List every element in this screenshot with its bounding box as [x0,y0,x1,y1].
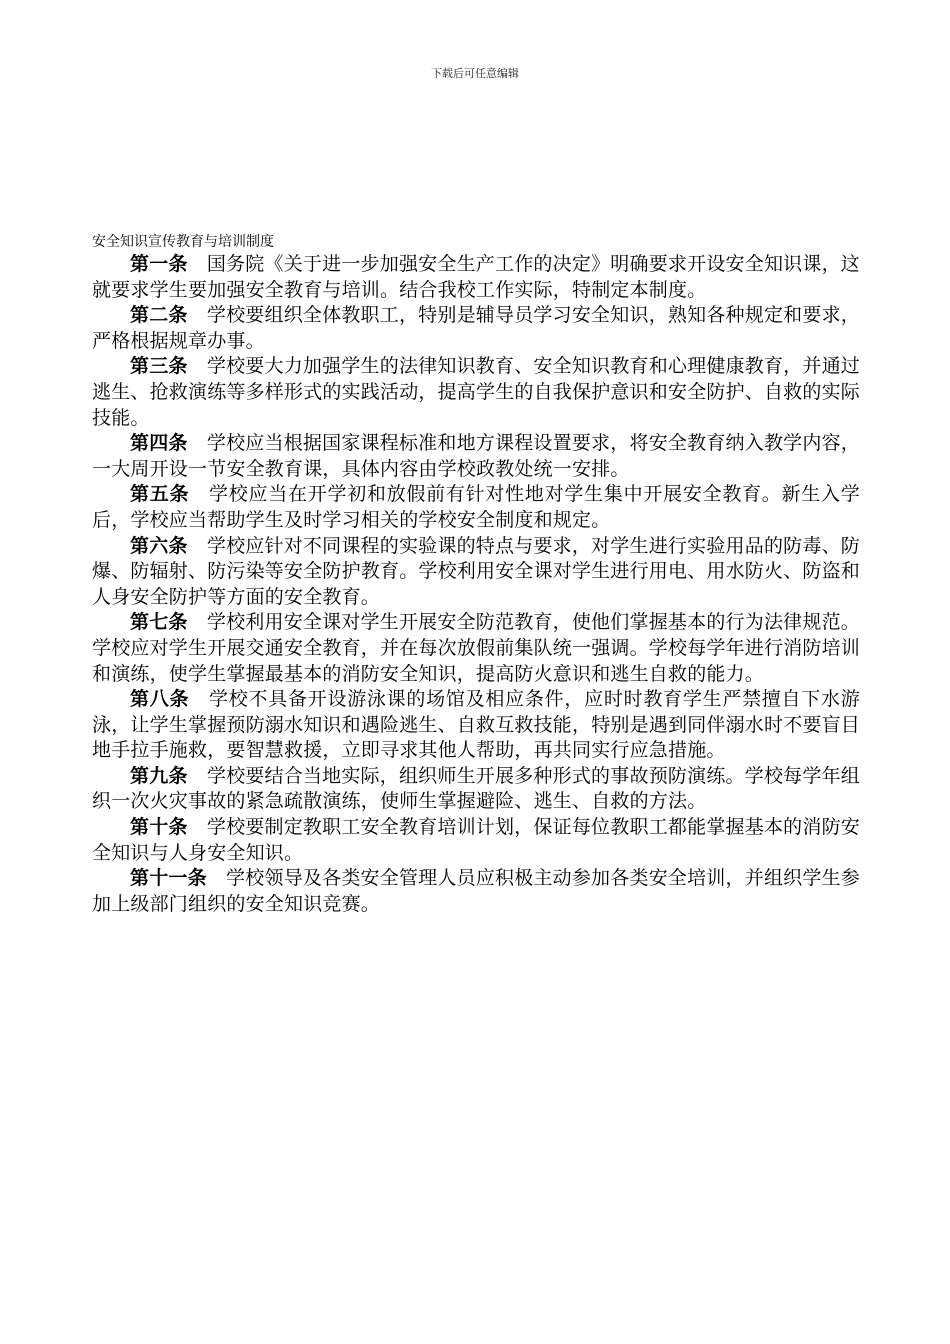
article-label: 第十一条 [130,867,207,890]
article-label: 第六条 [130,534,188,557]
article-label: 第七条 [130,611,188,634]
article-label: 第九条 [130,764,188,787]
article-label: 第一条 [130,253,188,275]
article-label: 第八条 [130,688,190,711]
document-body [92,252,860,917]
article-9 [92,764,860,815]
article-text: 学校要结合当地实际，组织师生开展多种形式的事故预防演练。学校每学年组织一次火灾事故的紧急疏散演练，使师生掌握避险、逃生、自救的方法。 [92,764,860,813]
article-7 [92,610,860,687]
article-3 [92,354,860,431]
article-text: 学校不具备开设游泳课的场馆及相应条件，应时时教育学生严禁擅自下水游泳，让学生掌握预防溺水知识和遇险逃生、自救互救技能，特别是遇到同伴溺水时不要盲目地手拉手施救，要智慧救援，立即寻求其他人帮助，再共同实行应急措施。 [92,688,861,762]
article-4 [92,431,860,482]
article-2 [92,303,860,354]
article-text: 学校应针对不同课程的实验课的特点与要求，对学生进行实验用品的防毒、防爆、防辐射、防污染等安全防护教育。学校利用安全课对学生进行用电、用水防火、防盗和人身安全防护等方面的安全教育。 [92,534,861,608]
article-8 [92,687,860,764]
page-header: 下载后可任意编辑 [431,67,519,80]
article-text: 学校领导及各类安全管理人员应积极主动参加各类安全培训，并组织学生参加上级部门组织的安全知识竞赛。 [92,867,860,915]
article-text: 学校要组织全体教职工，特别是辅导员学习安全知识，熟知各种规定和要求，严格根据规章办事。 [92,304,860,352]
article-label: 第五条 [130,483,190,506]
article-label: 第四条 [130,432,188,455]
article-1 [92,252,860,303]
article-label: 第十条 [130,816,188,839]
article-5 [92,482,860,533]
article-6 [92,534,860,611]
article-10 [92,815,860,866]
document-title: 安全知识宣传教育与培训制度 [92,234,274,250]
article-text: 国务院《关于进一步加强安全生产工作的决定》明确要求开设安全知识课，这就要求学生要加强安全教育与培训。结合我校工作实际，特制定本制度。 [92,253,860,301]
article-text: 学校应当在开学初和放假前有针对性地对学生集中开展安全教育。新生入学后，学校应当帮助学生及时学习相关的学校安全制度和规定。 [92,483,860,531]
article-text: 学校要制定教职工安全教育培训计划，保证每位教职工都能掌握基本的消防安全知识与人身安全知识。 [92,816,860,864]
article-text: 学校应当根据国家课程标准和地方课程设置要求，将安全教育纳入教学内容，一大周开设一节安全教育课，具体内容由学校政教处统一安排。 [92,432,860,480]
article-11 [92,866,860,917]
article-label: 第二条 [130,304,188,327]
article-text: 学校利用安全课对学生开展安全防范教育，使他们掌握基本的行为法律规范。学校应对学生开展交通安全教育，并在每次放假前集队统一强调。学校每学年进行消防培训和演练，使学生掌握最基本的消防安全知识，提高防火意识和逃生自救的能力。 [92,611,861,685]
article-label: 第三条 [130,355,188,378]
article-text: 学校要大力加强学生的法律知识教育、安全知识教育和心理健康教育，并通过逃生、抢救演练等多样形式的实践活动，提高学生的自我保护意识和安全防护、自救的实际技能。 [92,355,861,429]
